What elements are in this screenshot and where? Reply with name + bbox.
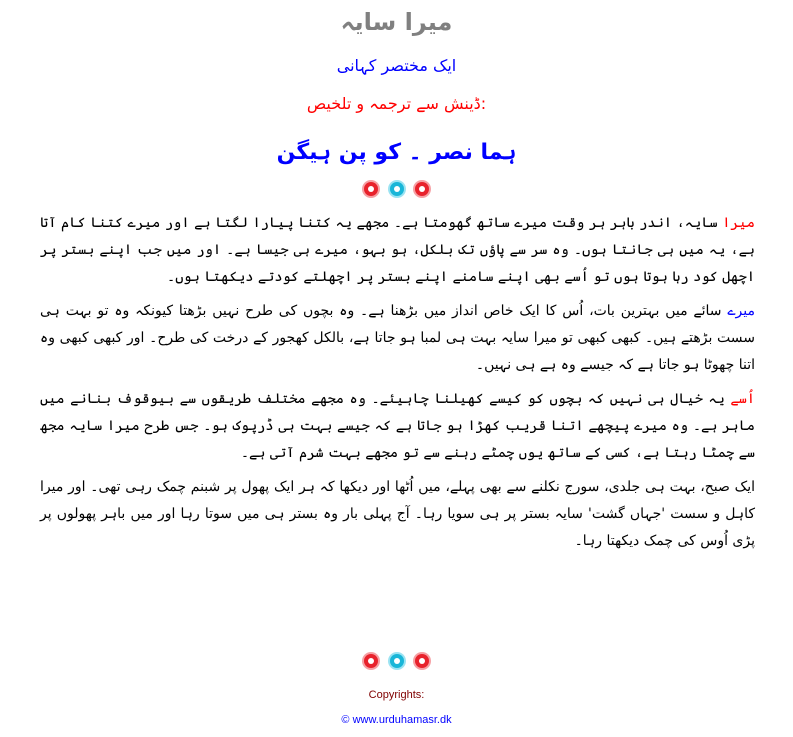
paragraph-text: یہ خیال ہی نہیں کہ بچوں کو کیسے کھیلنا چاہیئے۔ وہ مجھے مختلف طریقوں سے بیوقوف بنانے میں ماہر ہے۔ وہ میرے پیچھے اتنا قریب کھڑا ہو جاتا ہے کہ جیسے بہت ہی ڈرپوک ہو۔ جس طرح میرا سایہ مجھ سے چمٹا رہتا ہے، کسی کے ساتھ یوں چمٹے رہنے سے تو مجھے بہت شرم آتی ہے۔ [40,391,755,461]
story-paragraph [40,210,755,291]
story-paragraph [40,386,755,467]
paragraph-lead-word: اُسے [730,391,755,407]
author-name: ہما نصر ۔ کو پن ہیگن [276,140,517,165]
red-flower-icon [415,654,429,668]
story-subtitle: ایک مختصر کہانی [336,56,457,75]
story-title: میرا سایہ [340,8,453,36]
paragraph-lead-word: میرے [727,303,755,319]
paragraph-text: سائے میں بہترین بات، اُس کا ایک خاص انداز میں بڑھنا ہے۔ وہ بچوں کی طرح نہیں بڑھتا کیونکہ وہ تو بہت ہی سست بڑھتے ہیں۔ کبھی کبھی تو میرا سایہ بہت ہی لمبا ہو جاتا ہے، بالکل کھجور کے درخت کی طرح۔ اور کبھی کبھی وہ اتنا چھوٹا ہو جاتا ہے کہ جیسے وہ ہے ہی نہیں۔ [40,303,755,373]
copyright-icon: © [341,714,350,726]
cyan-flower-icon [390,654,404,668]
copyright-label: Copyrights: [368,689,425,701]
ornament-row-bottom [0,650,793,670]
story-body [40,210,755,562]
copyright-line [0,714,793,726]
paragraph-text: سایہ، اندر باہر ہر وقت میرے ساتھ گھومتا ہے۔ مجھے یہ کتنا پیارا لگتا ہے اور میرے کتنا کام آتا ہے، یہ میں ہی جانتا ہوں۔ وہ سر سے پاؤں تک بلکل، ہو بہو، میرے ہی جیسا ہے۔ اور میں جب اپنے بستر پر اچھل کود رہا ہوتا ہوں تو اُسے بھی اپنے سامنے اپنے بستر پر اچھلتے کودتے دیکھتا ہوں۔ [40,215,755,285]
story-paragraph [40,474,755,555]
cyan-flower-icon [390,182,404,196]
paragraph-lead-word: میرا [722,215,755,231]
ornament-row-top [0,178,793,198]
translation-label: ڈینش سے ترجمہ و تلخیص: [306,94,487,113]
red-flower-icon [364,654,378,668]
story-paragraph [40,298,755,379]
website-link[interactable]: www.urduhamasr.dk [352,714,452,726]
red-flower-icon [415,182,429,196]
red-flower-icon [364,182,378,196]
paragraph-text: ایک صبح، بہت ہی جلدی، سورج نکلنے سے بھی پہلے، میں اُٹھا اور دیکھا کہ ہر ایک پھول پر شبنم چمک رہی تھی۔ اور میرا کاہل و سست 'جہاں گشت' سایہ بستر پر ہی سویا رہا۔ آج پہلی بار وہ بستر ہی میں سوتا رہا اور میں باہر پھولوں پر پڑی اُوس کی چمک دیکھتا رہا۔ [40,479,755,549]
